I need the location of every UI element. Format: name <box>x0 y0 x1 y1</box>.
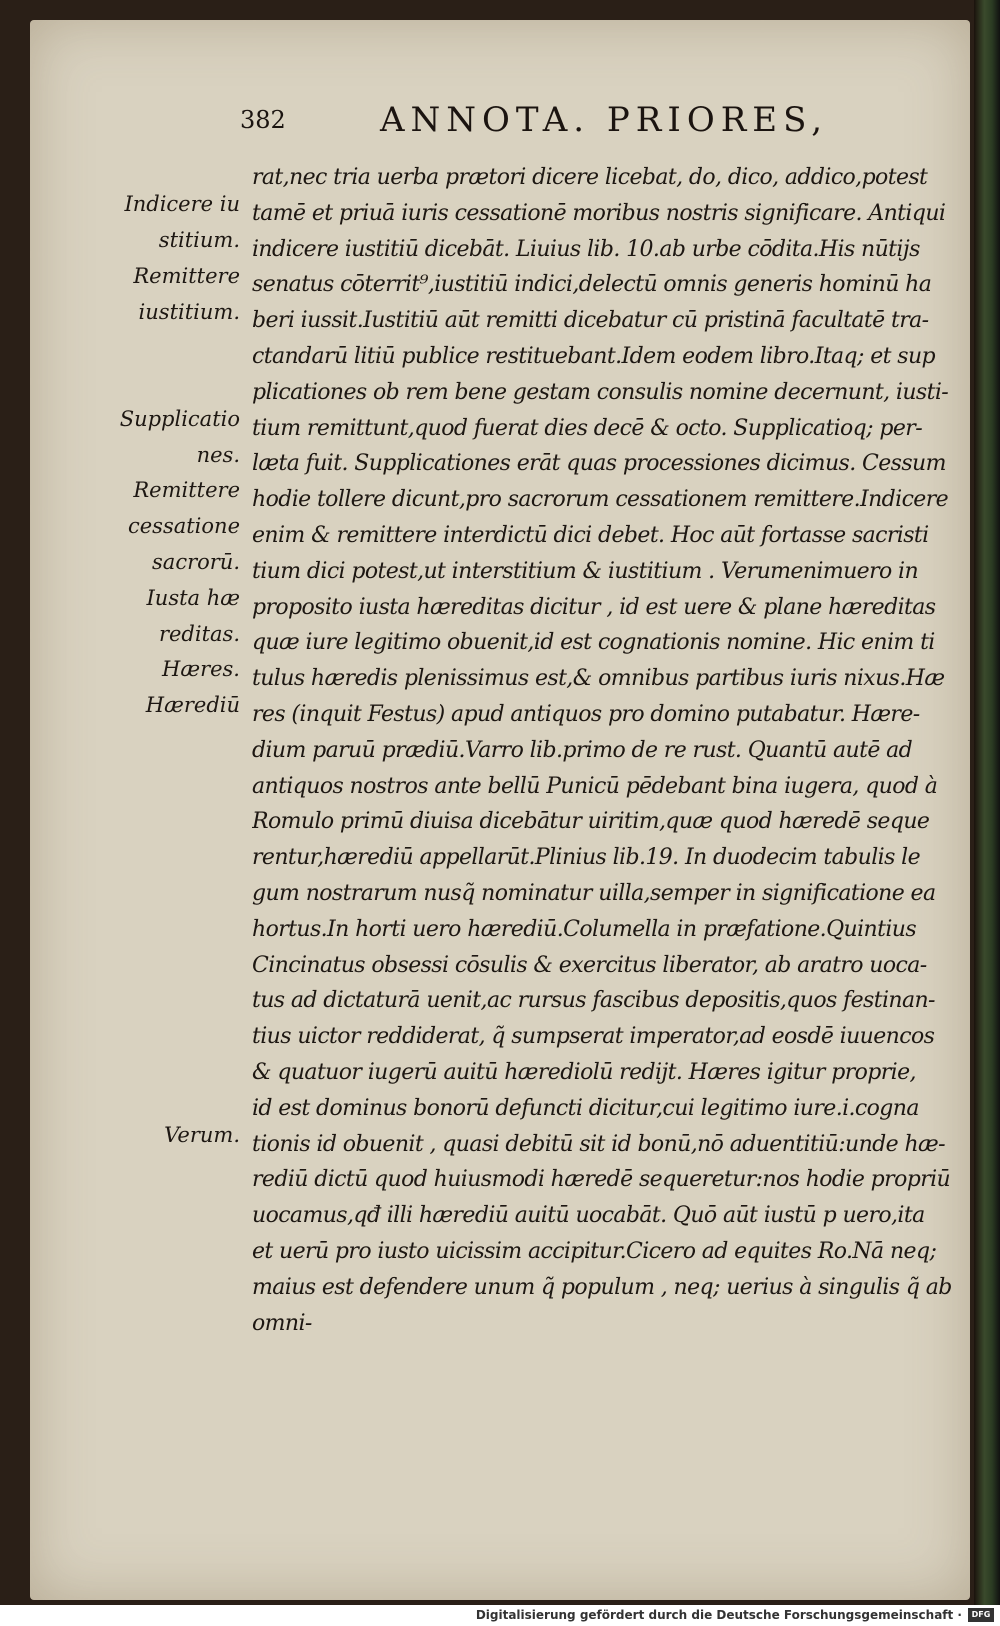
margin-note: Verum. <box>164 1122 240 1147</box>
text-line: res (inquit Festus) apud antiquos pro domino putabatur. Hære- <box>252 701 920 727</box>
text-line: rediū dictū quod huiusmodi hæredē sequeretur:nos hodie propriū <box>252 1167 951 1193</box>
text-line: et uerū pro iusto uicissim accipitur.Cicero ad equites Ro.Nā neq; <box>252 1238 937 1264</box>
text-line: læta fuit. Supplicationes erāt quas processiones dicimus. Cessum <box>252 451 946 477</box>
text-line: quæ iure legitimo obuenit,id est cognationis nomine. Hic enim ti <box>252 630 935 656</box>
text-line: gum nostrarum nusq̃ nominatur uilla,semper in significatione ea <box>252 880 936 906</box>
margin-note: Remittere iustitium. <box>133 263 240 324</box>
dfg-logo: DFG <box>968 1608 994 1622</box>
book-page <box>30 20 970 1600</box>
text-line: beri iussit.Iustitiū aūt remitti dicebatur cū pristinā facultatē tra- <box>252 308 929 334</box>
text-line: hortus.In horti uero hærediū.Columella in præfatione.Quintius <box>252 916 917 942</box>
text-line: rat,nec tria uerba prætori dicere licebat, do, dico, addico,potest <box>252 165 928 190</box>
book-spine <box>974 0 1000 1605</box>
page-number: 382 <box>240 106 286 134</box>
text-line: plicationes ob rem bene gestam consulis nomine decernunt, iusti- <box>252 379 949 405</box>
margin-note: Iusta hæ reditas. <box>146 585 240 646</box>
text-line: omni- <box>252 1310 312 1336</box>
text-line: tius uictor reddiderat, q̃ sumpserat imperator,ad eosdē iuuencos <box>252 1024 935 1050</box>
text-line: enim & remittere interdictū dici debet. Hoc aūt fortasse sacristi <box>252 522 929 548</box>
footer-bar <box>0 1605 1000 1626</box>
text-line: rentur,hærediū appellarūt.Plinius lib.19. In duodecim tabulis le <box>252 845 921 871</box>
text-line: tulus hæredis plenissimus est,& omnibus partibus iuris nixus.Hæ <box>252 666 945 692</box>
text-line: senatus cōterrit⁹,iustitiū indici,delectū omnis generis hominū ha <box>252 272 932 298</box>
text-line: uocamus,qđ illi hærediū auitū uocabāt. Quō aūt iustū p uero,ita <box>252 1203 925 1229</box>
text-line: tium dici potest,ut interstitium & iustitium . Verumenimuero in <box>252 558 919 584</box>
text-line: tus ad dictaturā uenit,ac rursus fascibus depositis,quos festinan- <box>252 988 935 1014</box>
text-line: dium paruū prædiū.Varro lib.primo de re rust. Quantū autē ad <box>252 737 913 763</box>
text-line: id est dominus bonorū defuncti dicitur,cui legitimo iure.i.cogna <box>252 1095 919 1121</box>
text-line: proposito iusta hæreditas dicitur , id est uere & plane hæreditas <box>252 594 936 620</box>
text-line: Romulo primū diuisa dicebātur uiritim,quæ quod hæredē seque <box>252 809 930 835</box>
text-line: Cincinatus obsessi cōsulis & exercitus liberator, ab aratro uoca- <box>252 952 927 978</box>
text-line: tamē et priuā iuris cessationē moribus nostris significare. Antiqui <box>252 200 946 226</box>
running-title: ANNOTA. PRIORES, <box>380 100 829 140</box>
text-line: hodie tollere dicunt,pro sacrorum cessationem remittere.Indicere <box>252 487 949 513</box>
text-line: indicere iustitiū dicebāt. Liuius lib. 10.ab urbe cōdita.His nūtijs <box>252 236 920 262</box>
text-line: & quatuor iugerū auitū hærediolū redijt. Hæres igitur proprie, <box>252 1059 916 1085</box>
text-line: ctandarū litiū publice restituebant.Idem eodem libro.Itaq; et sup <box>252 343 936 369</box>
margin-note: Remittere cessatione sacrorū. <box>127 478 240 575</box>
margin-note: Supplicatio nes. <box>119 406 240 467</box>
text-line: tium remittunt,quod fuerat dies decē & octo. Supplicatioq; per- <box>252 415 923 441</box>
margin-note: Hæres. <box>162 657 240 682</box>
body-text <box>252 160 952 1341</box>
text-line: maius est defendere unum q̃ populum , neq; uerius à singulis q̃ ab <box>252 1274 952 1300</box>
footer-credit: Digitalisierung gefördert durch die Deutsche Forschungsgemeinschaft · <box>475 1608 962 1622</box>
text-line: tionis id obuenit , quasi debitū sit id bonū,nō aduentitiū:unde hæ- <box>252 1131 945 1157</box>
text-line: antiquos nostros ante bellū Punicū pēdebant bina iugera, quod à <box>252 773 938 799</box>
page-header <box>240 100 940 148</box>
margin-note: Indicere iu stitium. <box>124 192 240 252</box>
margin-note: Hærediū <box>145 693 240 718</box>
